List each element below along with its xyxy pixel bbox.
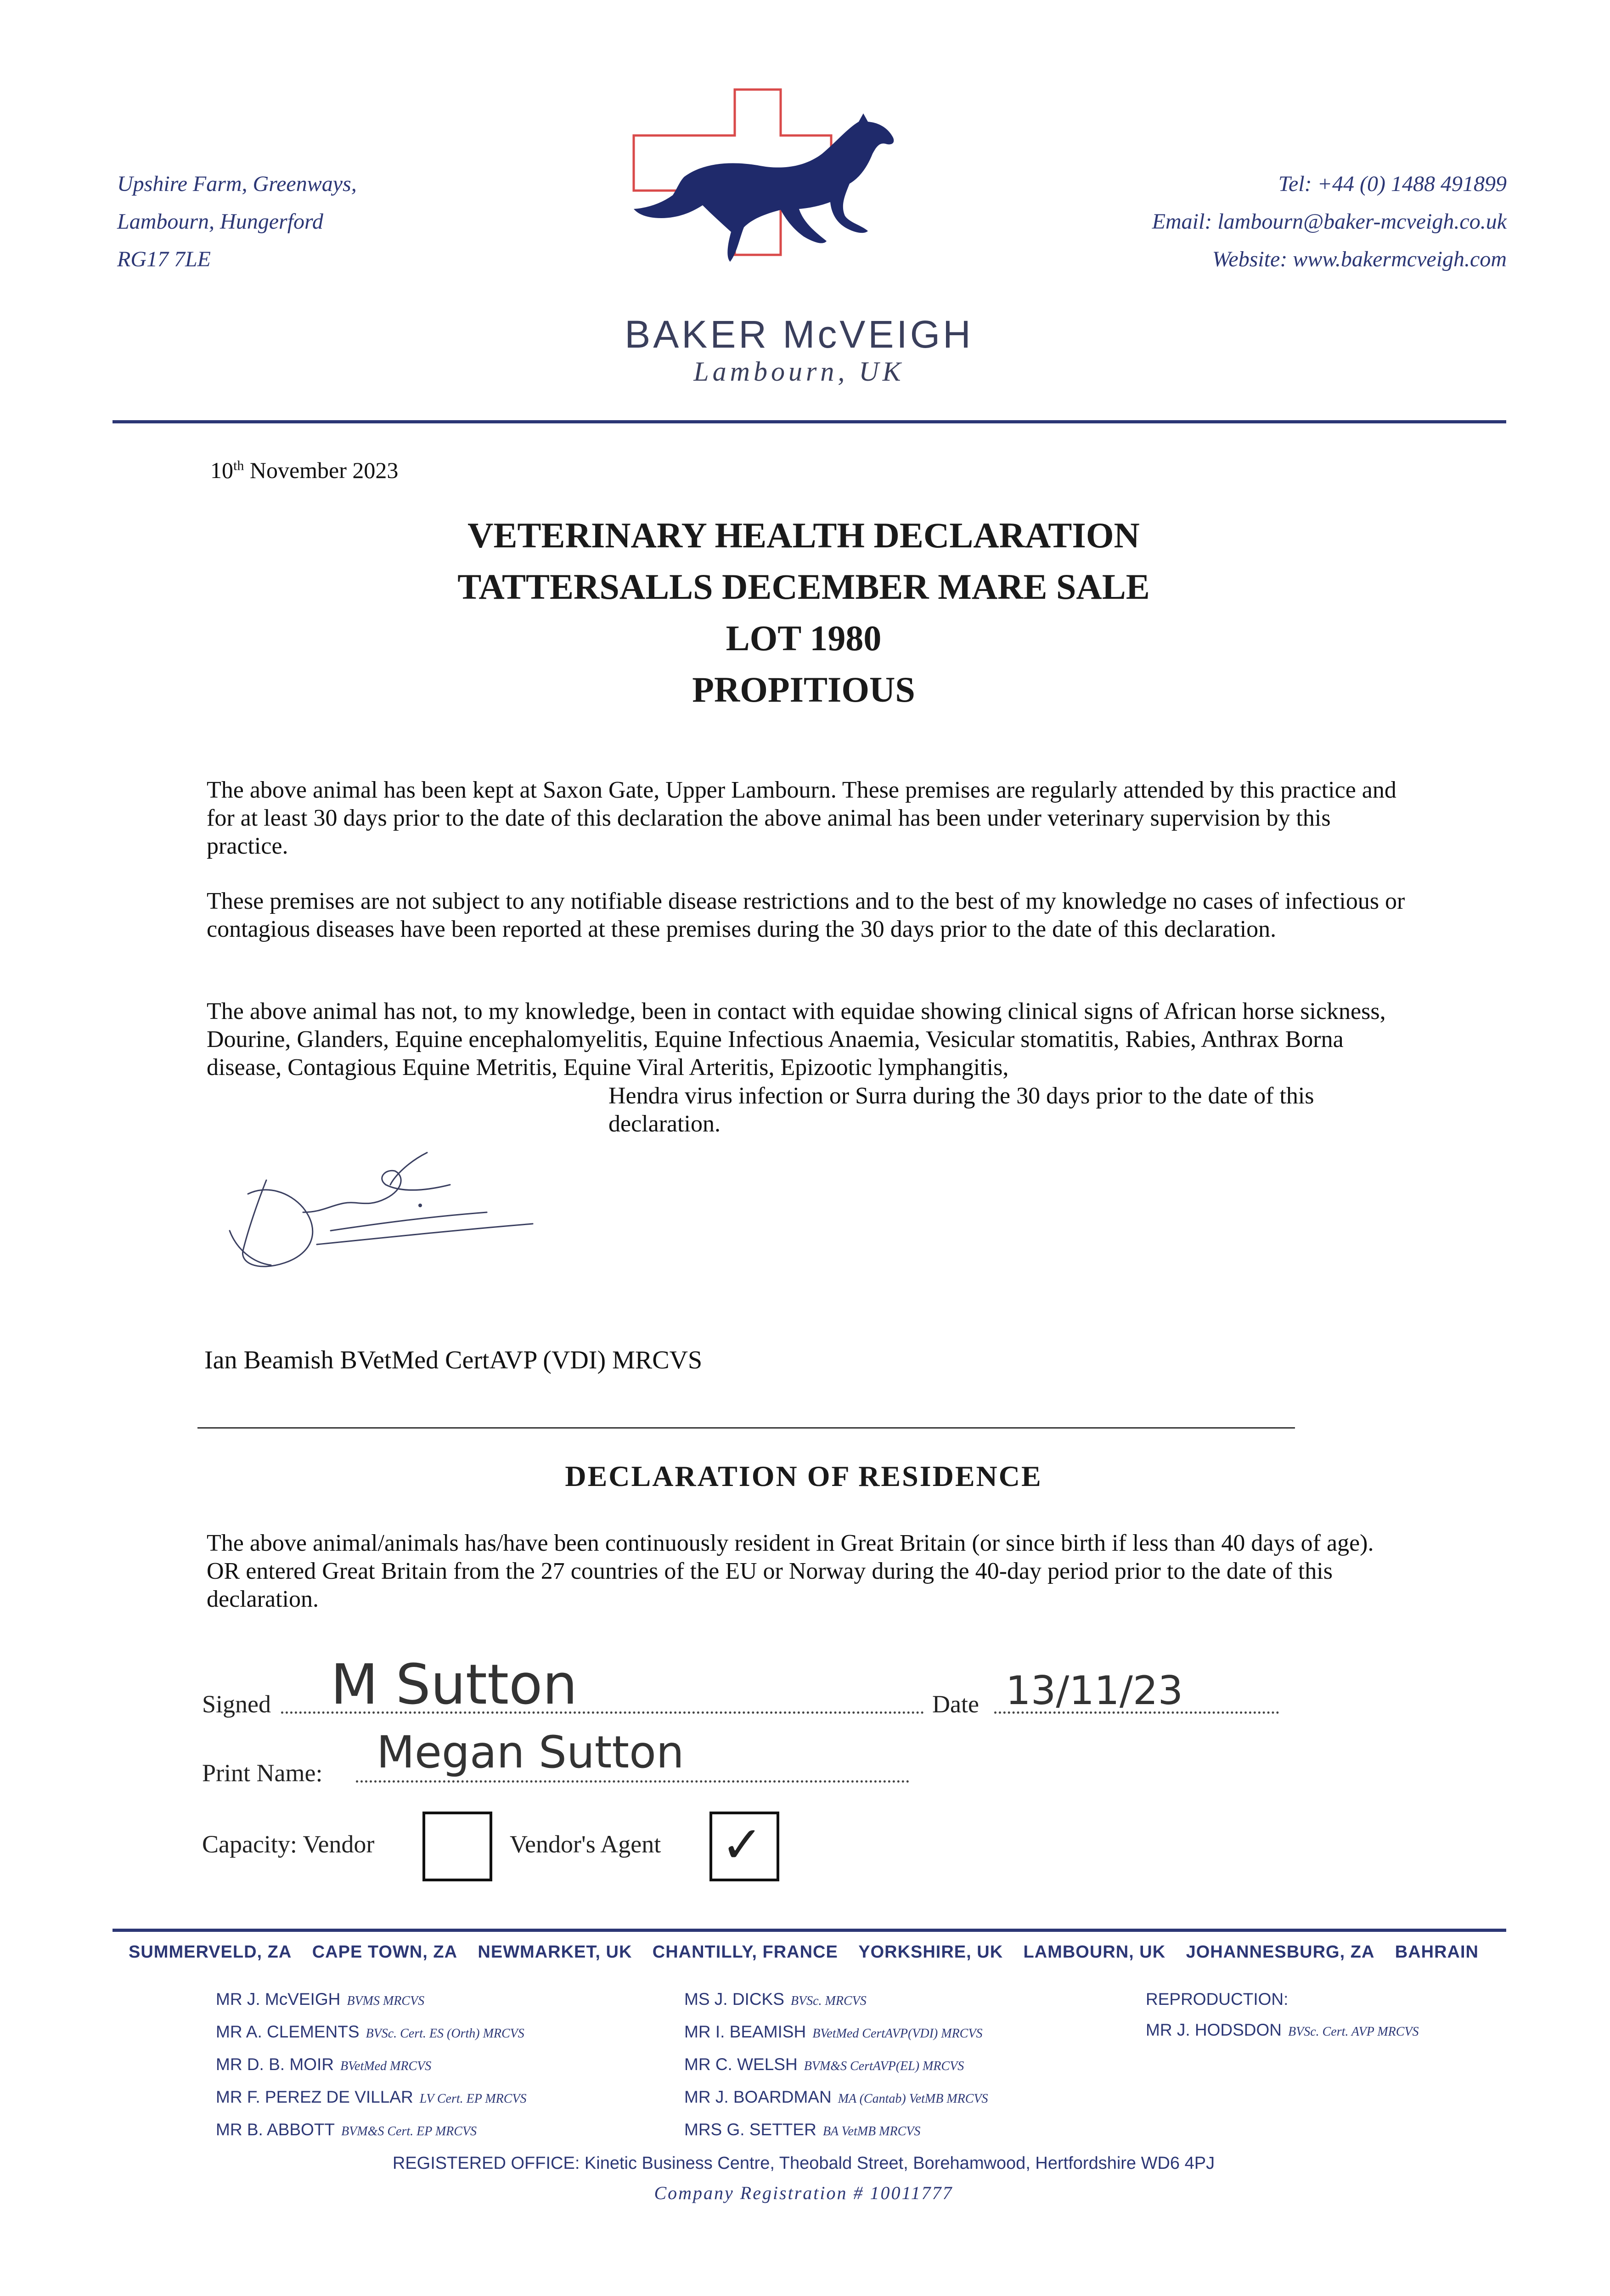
location: YORKSHIRE, UK	[858, 1942, 1003, 1962]
title-line: VETERINARY HEALTH DECLARATION	[467, 515, 1140, 555]
paragraph-disease-restrictions: These premises are not subject to any notifiable disease restrictions and to the best of my knowledge no cases of infectious or contagious diseases have been reported at these premises during the 30 days prior to the date of this declaration.	[207, 888, 1405, 942]
staff-entry	[216, 2114, 527, 2147]
staff-name: MR J. McVEIGH	[216, 1990, 341, 2009]
staff-qualifications: BVSc. Cert. ES (Orth) MRCVS	[366, 2026, 524, 2041]
staff-name: MR B. ABBOTT	[216, 2120, 335, 2139]
staff-name: MR J. BOARDMAN	[684, 2088, 832, 2106]
staff-name: MR J. HODSDON	[1146, 2020, 1282, 2039]
staff-entry	[684, 2114, 988, 2147]
vet-signature	[211, 1125, 579, 1281]
residence-paragraph: The above animal/animals has/have been continuously resident in Great Britain (or since birth if less than 40 days of age). OR entered Great Britain from the 27 countries of the EU or Norway during the 40-day period prior to the date of this declaration.	[207, 1530, 1374, 1612]
staff-qualifications: BVMS MRCVS	[347, 1994, 425, 2008]
date-month-year: November 2023	[244, 457, 399, 483]
address-line: Upshire Farm, Greenways,	[117, 172, 357, 196]
staff-entry	[1146, 2015, 1419, 2047]
staff-qualifications: BVM&S CertAVP(EL) MRCVS	[804, 2059, 964, 2073]
baker-mcveigh-logo	[629, 85, 969, 315]
date-suffix: th	[233, 458, 244, 473]
staff-name: MRS G. SETTER	[684, 2120, 816, 2139]
paragraph-contact-diseases: The above animal has not, to my knowledge, been in contact with equidae showing clinical signs of African horse sickness, Dourine, Glanders, Equine encephalomyelitis, Equine Infectious Anaemia, Vesicular stomatitis, Rabies, Anthrax Borna disease, Contagious Equine Metritis, Equine Viral Arteritis, Epizootic lymphangitis,	[207, 998, 1386, 1080]
brand-name: BAKER McVEIGH	[625, 313, 974, 356]
staff-name: MR A. CLEMENTS	[216, 2022, 360, 2041]
contact-website: Website: www.bakermcveigh.com	[1212, 247, 1507, 271]
title-line: LOT 1980	[726, 618, 882, 658]
reproduction-heading: REPRODUCTION:	[1146, 1990, 1289, 2009]
title-line: TATTERSALLS DECEMBER MARE SALE	[457, 567, 1150, 607]
document-date	[210, 457, 398, 484]
location: BAHRAIN	[1395, 1942, 1479, 1962]
staff-qualifications: BVSc. Cert. AVP MRCVS	[1288, 2025, 1419, 2039]
checkmark-icon: ✓	[721, 1815, 764, 1874]
location: SUMMERVELD, ZA	[129, 1942, 292, 1962]
company-registration: Company Registration # 10011777	[654, 2183, 953, 2203]
practice-address	[117, 165, 357, 278]
staff-entry	[684, 2049, 988, 2082]
staff-name: MR F. PEREZ DE VILLAR	[216, 2088, 413, 2106]
print-name-value: Megan Sutton	[377, 1727, 684, 1778]
contact-phone: Tel: +44 (0) 1488 491899	[1278, 172, 1507, 196]
staff-qualifications: BVetMed CertAVP(VDI) MRCVS	[812, 2026, 983, 2041]
staff-entry	[216, 2016, 527, 2049]
staff-qualifications: BA VetMB MRCVS	[822, 2124, 921, 2138]
declaration-titles	[321, 510, 1286, 715]
title-line: PROPITIOUS	[692, 670, 915, 709]
signed-label: Signed	[202, 1690, 271, 1718]
staff-qualifications: BVM&S Cert. EP MRCVS	[341, 2124, 477, 2138]
residence-title: DECLARATION OF RESIDENCE	[565, 1460, 1042, 1492]
staff-name: MR C. WELSH	[684, 2055, 798, 2074]
staff-entry	[216, 1984, 527, 2016]
staff-name: MS J. DICKS	[684, 1990, 784, 2009]
print-name-label: Print Name:	[202, 1759, 323, 1787]
vendor-checkbox[interactable]	[422, 1812, 492, 1881]
paragraph-contact-diseases-cont: Hendra virus infection or Surra during the 30 days prior to the date of this declaration.	[608, 1083, 1314, 1137]
staff-entry	[216, 2082, 527, 2114]
staff-column-2	[684, 1984, 988, 2147]
vendor-signature: M Sutton	[331, 1653, 578, 1717]
footer-divider	[113, 1929, 1506, 1932]
print-name-dotted-line	[356, 1780, 909, 1783]
paragraph-supervision: The above animal has been kept at Saxon Gate, Upper Lambourn. These premises are regularly attended by this practice and for at least 30 days prior to the date of this declaration the above animal has been under veterinary supervision by this practice.	[207, 777, 1396, 859]
staff-name: MR I. BEAMISH	[684, 2022, 806, 2041]
vendor-agent-label: Vendor's Agent	[510, 1830, 661, 1858]
contact-email: Email: lambourn@baker-mcveigh.co.uk	[1152, 209, 1507, 234]
staff-qualifications: LV Cert. EP MRCVS	[419, 2092, 527, 2106]
staff-entry	[684, 2082, 988, 2114]
staff-qualifications: MA (Cantab) VetMB MRCVS	[838, 2092, 988, 2106]
location: NEWMARKET, UK	[478, 1942, 632, 1962]
signed-date: 13/11/23	[1006, 1668, 1183, 1714]
registered-office: REGISTERED OFFICE: Kinetic Business Centre, Theobald Street, Borehamwood, Hertfordshire WD6 4PJ	[392, 2154, 1215, 2173]
staff-column-1	[216, 1984, 527, 2147]
location: LAMBOURN, UK	[1023, 1942, 1166, 1962]
staff-qualifications: BVSc. MRCVS	[790, 1994, 867, 2008]
location: CHANTILLY, FRANCE	[652, 1942, 838, 1962]
staff-entry	[684, 1984, 988, 2016]
date-day: 10	[210, 457, 233, 483]
vet-name: Ian Beamish BVetMed CertAVP (VDI) MRCVS	[204, 1346, 703, 1374]
staff-name: MR D. B. MOIR	[216, 2055, 334, 2074]
address-line: Lambourn, Hungerford	[117, 209, 323, 234]
staff-qualifications: BVetMed MRCVS	[340, 2059, 432, 2073]
brand-location: Lambourn, UK	[693, 356, 905, 387]
date-label: Date	[932, 1690, 979, 1718]
staff-entry	[684, 2016, 988, 2049]
practice-contact	[1152, 165, 1507, 278]
section-divider	[197, 1427, 1295, 1429]
address-line: RG17 7LE	[117, 247, 211, 271]
header-divider	[113, 420, 1506, 423]
staff-entry	[216, 2049, 527, 2082]
location: CAPE TOWN, ZA	[312, 1942, 458, 1962]
capacity-vendor-label: Capacity: Vendor	[202, 1830, 375, 1858]
office-locations	[129, 1942, 1479, 1962]
location: JOHANNESBURG, ZA	[1186, 1942, 1375, 1962]
staff-column-3	[1146, 1984, 1419, 2047]
